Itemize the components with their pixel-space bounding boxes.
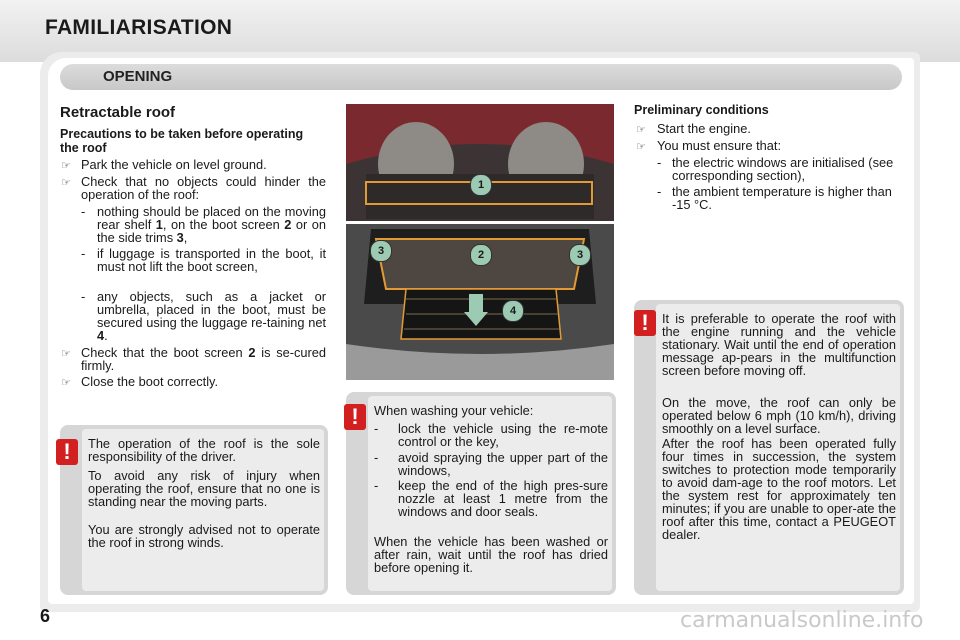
retractable-roof-heading: Retractable roof <box>60 104 176 121</box>
warning-paragraph: After the roof has been operated fully four times in succession, the system switches to protection mode temporarily to avoid dam-age to the roof motors. Let the system rest for approximately ten minutes; if you are unable to oper-ate the roof after this time, contact a PEUGEOT dealer. <box>662 436 896 542</box>
list-item: Park the vehicle on level ground. <box>81 157 267 172</box>
pointing-hand-icon: ☞ <box>61 160 71 172</box>
pointing-hand-icon: ☞ <box>61 348 71 360</box>
pointing-hand-icon: ☞ <box>61 377 71 389</box>
dash-marker: - <box>374 478 379 493</box>
list-item: if luggage is transported in the boot, it must not lift the boot screen, <box>97 246 326 274</box>
dash-marker: - <box>81 204 86 219</box>
list-item: You must ensure that: <box>657 138 782 153</box>
warning-paragraph: On the move, the roof can only be operated below 6 mph (10 km/h), driving smoothly on a level surface. <box>662 395 896 436</box>
dash-marker: - <box>657 184 662 199</box>
boot-photo <box>346 104 614 380</box>
section-title: OPENING <box>103 68 173 85</box>
dash-marker: - <box>81 289 86 304</box>
warning-paragraph: You are strongly advised not to operate the roof in strong winds. <box>88 522 320 550</box>
warning-box <box>60 425 328 595</box>
list-item: Close the boot correctly. <box>81 374 219 389</box>
list-item: the ambient temperature is higher than -15 °C. <box>672 184 892 212</box>
pointing-hand-icon: ☞ <box>636 141 646 153</box>
pointing-hand-icon: ☞ <box>636 124 646 136</box>
warning-icon: ! <box>344 404 366 430</box>
precautions-heading: Precautions to be taken before operating the roof <box>60 127 304 155</box>
warning-box <box>634 300 904 595</box>
callout-1: 1 <box>470 174 492 196</box>
preliminary-conditions-heading: Preliminary conditions <box>634 103 769 117</box>
pointing-hand-icon: ☞ <box>61 177 71 189</box>
dash-marker: - <box>81 246 86 261</box>
callout-3-right: 3 <box>569 244 591 266</box>
list-item: Check that the boot screen 2 is se-cured firmly. <box>81 345 327 373</box>
list-item: nothing should be placed on the moving rear shelf 1, on the boot screen 2 or on the side trims 3, <box>97 204 326 245</box>
list-item: Start the engine. <box>657 121 751 136</box>
page-title: FAMILIARISATION <box>45 16 233 39</box>
list-item: keep the end of the high pres-sure nozzle at least 1 metre from the windows and door seals. <box>398 478 608 519</box>
callout-2: 2 <box>470 244 492 266</box>
list-item: Check that no objects could hinder the operation of the roof: <box>81 174 326 202</box>
section-band <box>60 64 902 90</box>
dash-marker: - <box>374 450 379 465</box>
warning-outro: When the vehicle has been washed or after rain, wait until the roof has dried before opening it. <box>374 534 608 575</box>
list-item: avoid spraying the upper part of the windows, <box>398 450 608 478</box>
list-item: lock the vehicle using the re-mote control or the key, <box>398 421 608 449</box>
warning-icon: ! <box>634 310 656 336</box>
callout-4: 4 <box>502 300 524 322</box>
warning-icon: ! <box>56 439 78 465</box>
callout-3-left: 3 <box>370 240 392 262</box>
list-item: any objects, such as a jacket or umbrella, placed in the boot, must be secured using the luggage re-taining net 4. <box>97 289 326 343</box>
list-item: the electric windows are initialised (see corresponding section), <box>672 155 894 183</box>
warning-paragraph: The operation of the roof is the sole responsibility of the driver. <box>88 436 320 464</box>
watermark: carmanualsonline.info <box>680 608 924 633</box>
warning-box <box>346 392 616 595</box>
dash-marker: - <box>374 421 379 436</box>
page-number: 6 <box>40 606 51 626</box>
warning-intro: When washing your vehicle: <box>374 403 534 418</box>
dash-marker: - <box>657 155 662 170</box>
warning-paragraph: To avoid any risk of injury when operating the roof, ensure that no one is standing near the moving parts. <box>88 468 320 509</box>
warning-paragraph: It is preferable to operate the roof with the engine running and the vehicle stationary. Wait until the end of operation message ap-pears in the multifunction screen before moving off. <box>662 311 896 378</box>
